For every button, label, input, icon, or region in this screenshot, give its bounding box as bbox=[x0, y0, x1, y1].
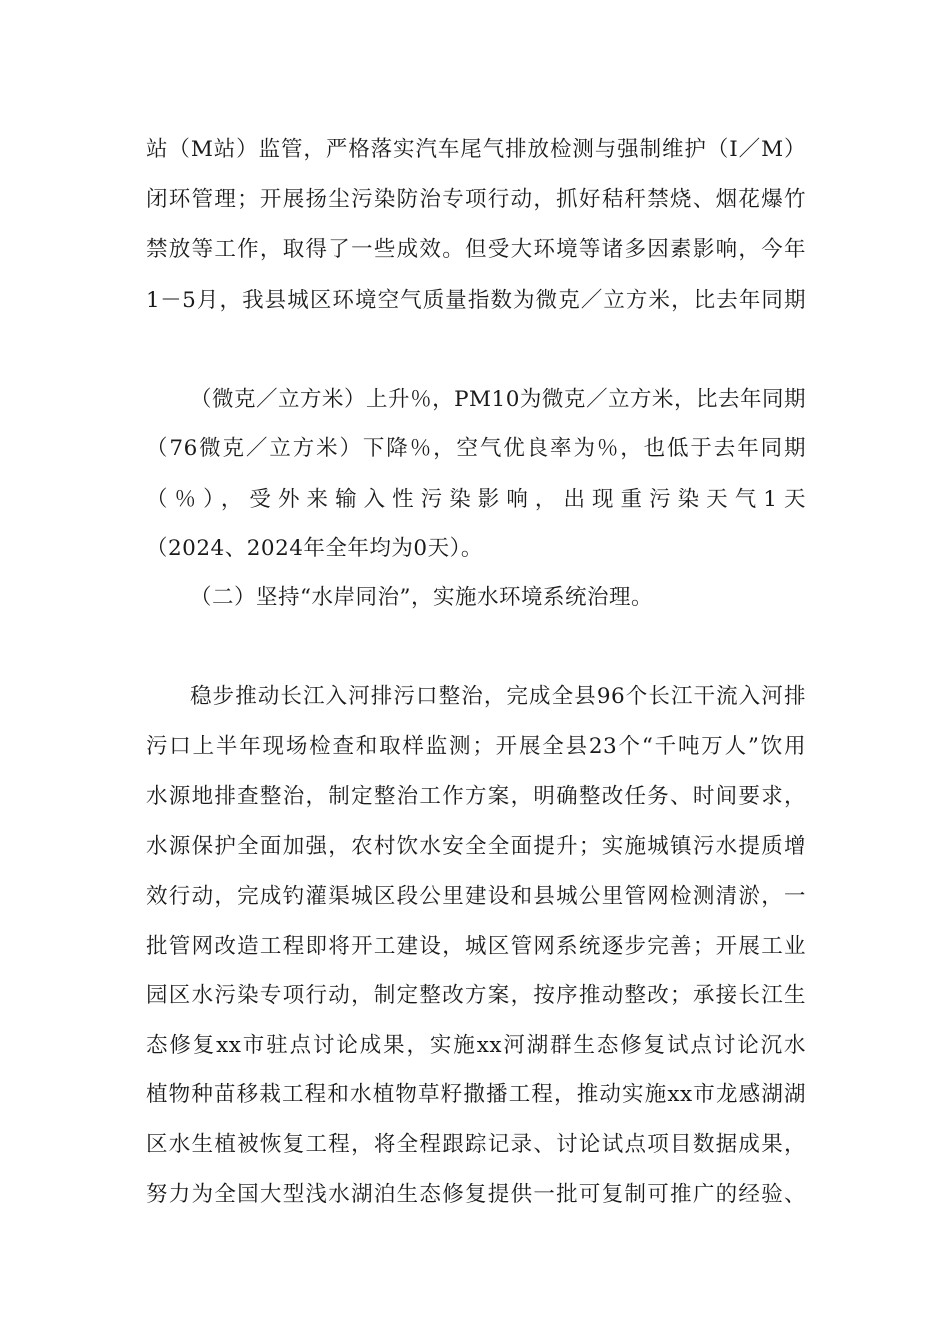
text-line: 1－5月，我县城区环境空气质量指数为微克／立方米，比去年同期 bbox=[146, 288, 806, 313]
text-line: 闭环管理；开展扬尘污染防治专项行动，抓好秸秆禁烧、烟花爆竹 bbox=[146, 187, 806, 212]
text-line: 区水生植被恢复工程，将全程跟踪记录、讨论试点项目数据成果， bbox=[146, 1132, 806, 1157]
text-line: 批管网改造工程即将开工建设，城区管网系统逐步完善；开展工业 bbox=[146, 934, 806, 959]
text-line: （微克／立方米）上升％，PM10为微克／立方米，比去年同期 bbox=[190, 387, 806, 412]
text-line: 效行动，完成钓灌渠城区段公里建设和县城公里管网检测清淤，一 bbox=[146, 884, 806, 909]
section-heading: （二）坚持“水岸同治”，实施水环境系统治理。 bbox=[190, 585, 653, 610]
text-line: （％），受外来输入性污染影响，出现重污染天气1天 bbox=[146, 487, 806, 512]
text-line: 禁放等工作，取得了一些成效。但受大环境等诸多因素影响，今年 bbox=[146, 237, 806, 262]
text-line: 态修复xx市驻点讨论成果，实施xx河湖群生态修复试点讨论沉水 bbox=[146, 1033, 806, 1058]
text-line: 植物种苗移栽工程和水植物草籽撒播工程，推动实施xx市龙感湖湖 bbox=[146, 1082, 806, 1107]
text-line: 水源保护全面加强，农村饮水安全全面提升；实施城镇污水提质增 bbox=[146, 834, 806, 859]
text-line: （76微克／立方米）下降％，空气优良率为％，也低于去年同期 bbox=[146, 436, 806, 461]
text-line: （2024、2024年全年均为0天）。 bbox=[146, 536, 483, 561]
text-line: 园区水污染专项行动，制定整改方案，按序推动整改；承接长江生 bbox=[146, 983, 806, 1008]
text-line: 水源地排查整治，制定整治工作方案，明确整改任务、时间要求， bbox=[146, 784, 806, 809]
text-line: 污口上半年现场检查和取样监测；开展全县23个“千吨万人”饮用 bbox=[146, 734, 806, 759]
text-line: 稳步推动长江入河排污口整治，完成全县96个长江干流入河排 bbox=[190, 684, 806, 709]
text-line: 站（M站）监管，严格落实汽车尾气排放检测与强制维护（I／M） bbox=[146, 137, 806, 162]
text-line: 努力为全国大型浅水湖泊生态修复提供一批可复制可推广的经验、 bbox=[146, 1182, 806, 1207]
